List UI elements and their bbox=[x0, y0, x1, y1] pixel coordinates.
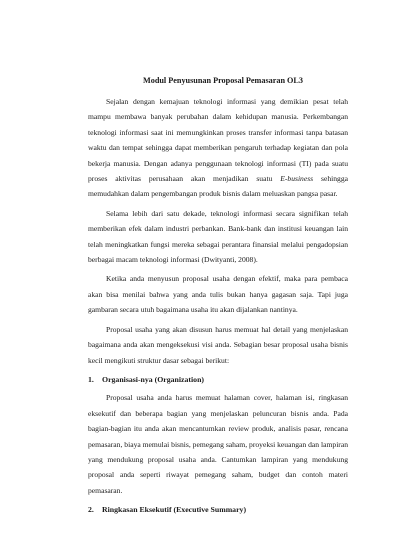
section-heading-text: Organisasi-nya (Organization) bbox=[102, 374, 205, 384]
section-heading-text: Ringkasan Eksekutif (Executive Summary) bbox=[102, 505, 247, 515]
paragraph-organization: Proposal usaha anda harus memuat halaman cover, halaman isi, ringkasan eksekutif dan beberapa bagian yang menjelaskan peluncuran bisnis anda. Pada bagian-bagian itu anda akan mencantumkan review produk, analisis pasar, rencana pemasaran, biaya memulai bisnis, pemegang saham, proyeksi keuangan dan lampiran yang mendukung proposal usaha anda. Cantumkan lampiran yang mendukung proposal anda seperti riwayat pemegang saham, budget dan contoh materi pemasaran. bbox=[88, 393, 348, 495]
paragraph-intro bbox=[88, 94, 348, 202]
paragraph-proposal-effect: Ketika anda menyusun proposal usaha dengan efektif, maka para pembaca akan bisa menilai bahwa yang anda tulis bukan hanya gagasan saja. Tapi juga gambaran secara utuh bagaimana usaha itu akan dijalankan nantinya. bbox=[88, 274, 348, 315]
paragraph-intro-text: Sejalan dengan kemajuan teknologi informasi yang demikian pesat telah mampu membawa banyak perubahan dalam kehidupan manusia. Perkembangan teknologi informasi saat ini memungkinkan proses transfer informasi tanpa batasan waktu dan tempat sehingga dapat memberikan pengaruh terhadap kegiatan dan pola bekerja manusia. Dengan adanya penggunaan teknologi informasi (TI) pada suatu proses aktivitas perusahaan akan menjadikan suatu bbox=[88, 97, 348, 184]
paragraph-banking: Selama lebih dari satu dekade, teknologi informasi secara signifikan telah memberikan efek dalam industri perbankan. Bank-bank dan institusi keuangan lain telah meningkatkan fungsi mereka sebagai perantara finansial melalui pengadopsian berbagai macam teknologi informasi (Dwityanti, 2008). bbox=[88, 208, 348, 265]
page-title: Modul Penyusunan Proposal Pemasaran OL3 bbox=[143, 76, 303, 85]
section-heading-executive-summary bbox=[88, 502, 348, 517]
section-number: 2. bbox=[88, 505, 94, 515]
paragraph-proposal-structure: Proposal usaha yang akan disusun harus memuat hal detail yang menjelaskan bagaimana anda akan mengeksekusi visi anda. Sebagian besar proposal usaha bisnis kecil mengikuti struktur dasar sebagai berikut: bbox=[88, 324, 348, 365]
paragraph-intro-text-end: sehingga memudahkan dalam pengembangan produk bisnis dalam meluaskan pangsa pasar. bbox=[88, 174, 348, 199]
paragraph-intro-italic-term: E-business bbox=[280, 174, 314, 184]
section-heading-organization bbox=[88, 372, 348, 387]
section-number: 1. bbox=[88, 374, 94, 384]
